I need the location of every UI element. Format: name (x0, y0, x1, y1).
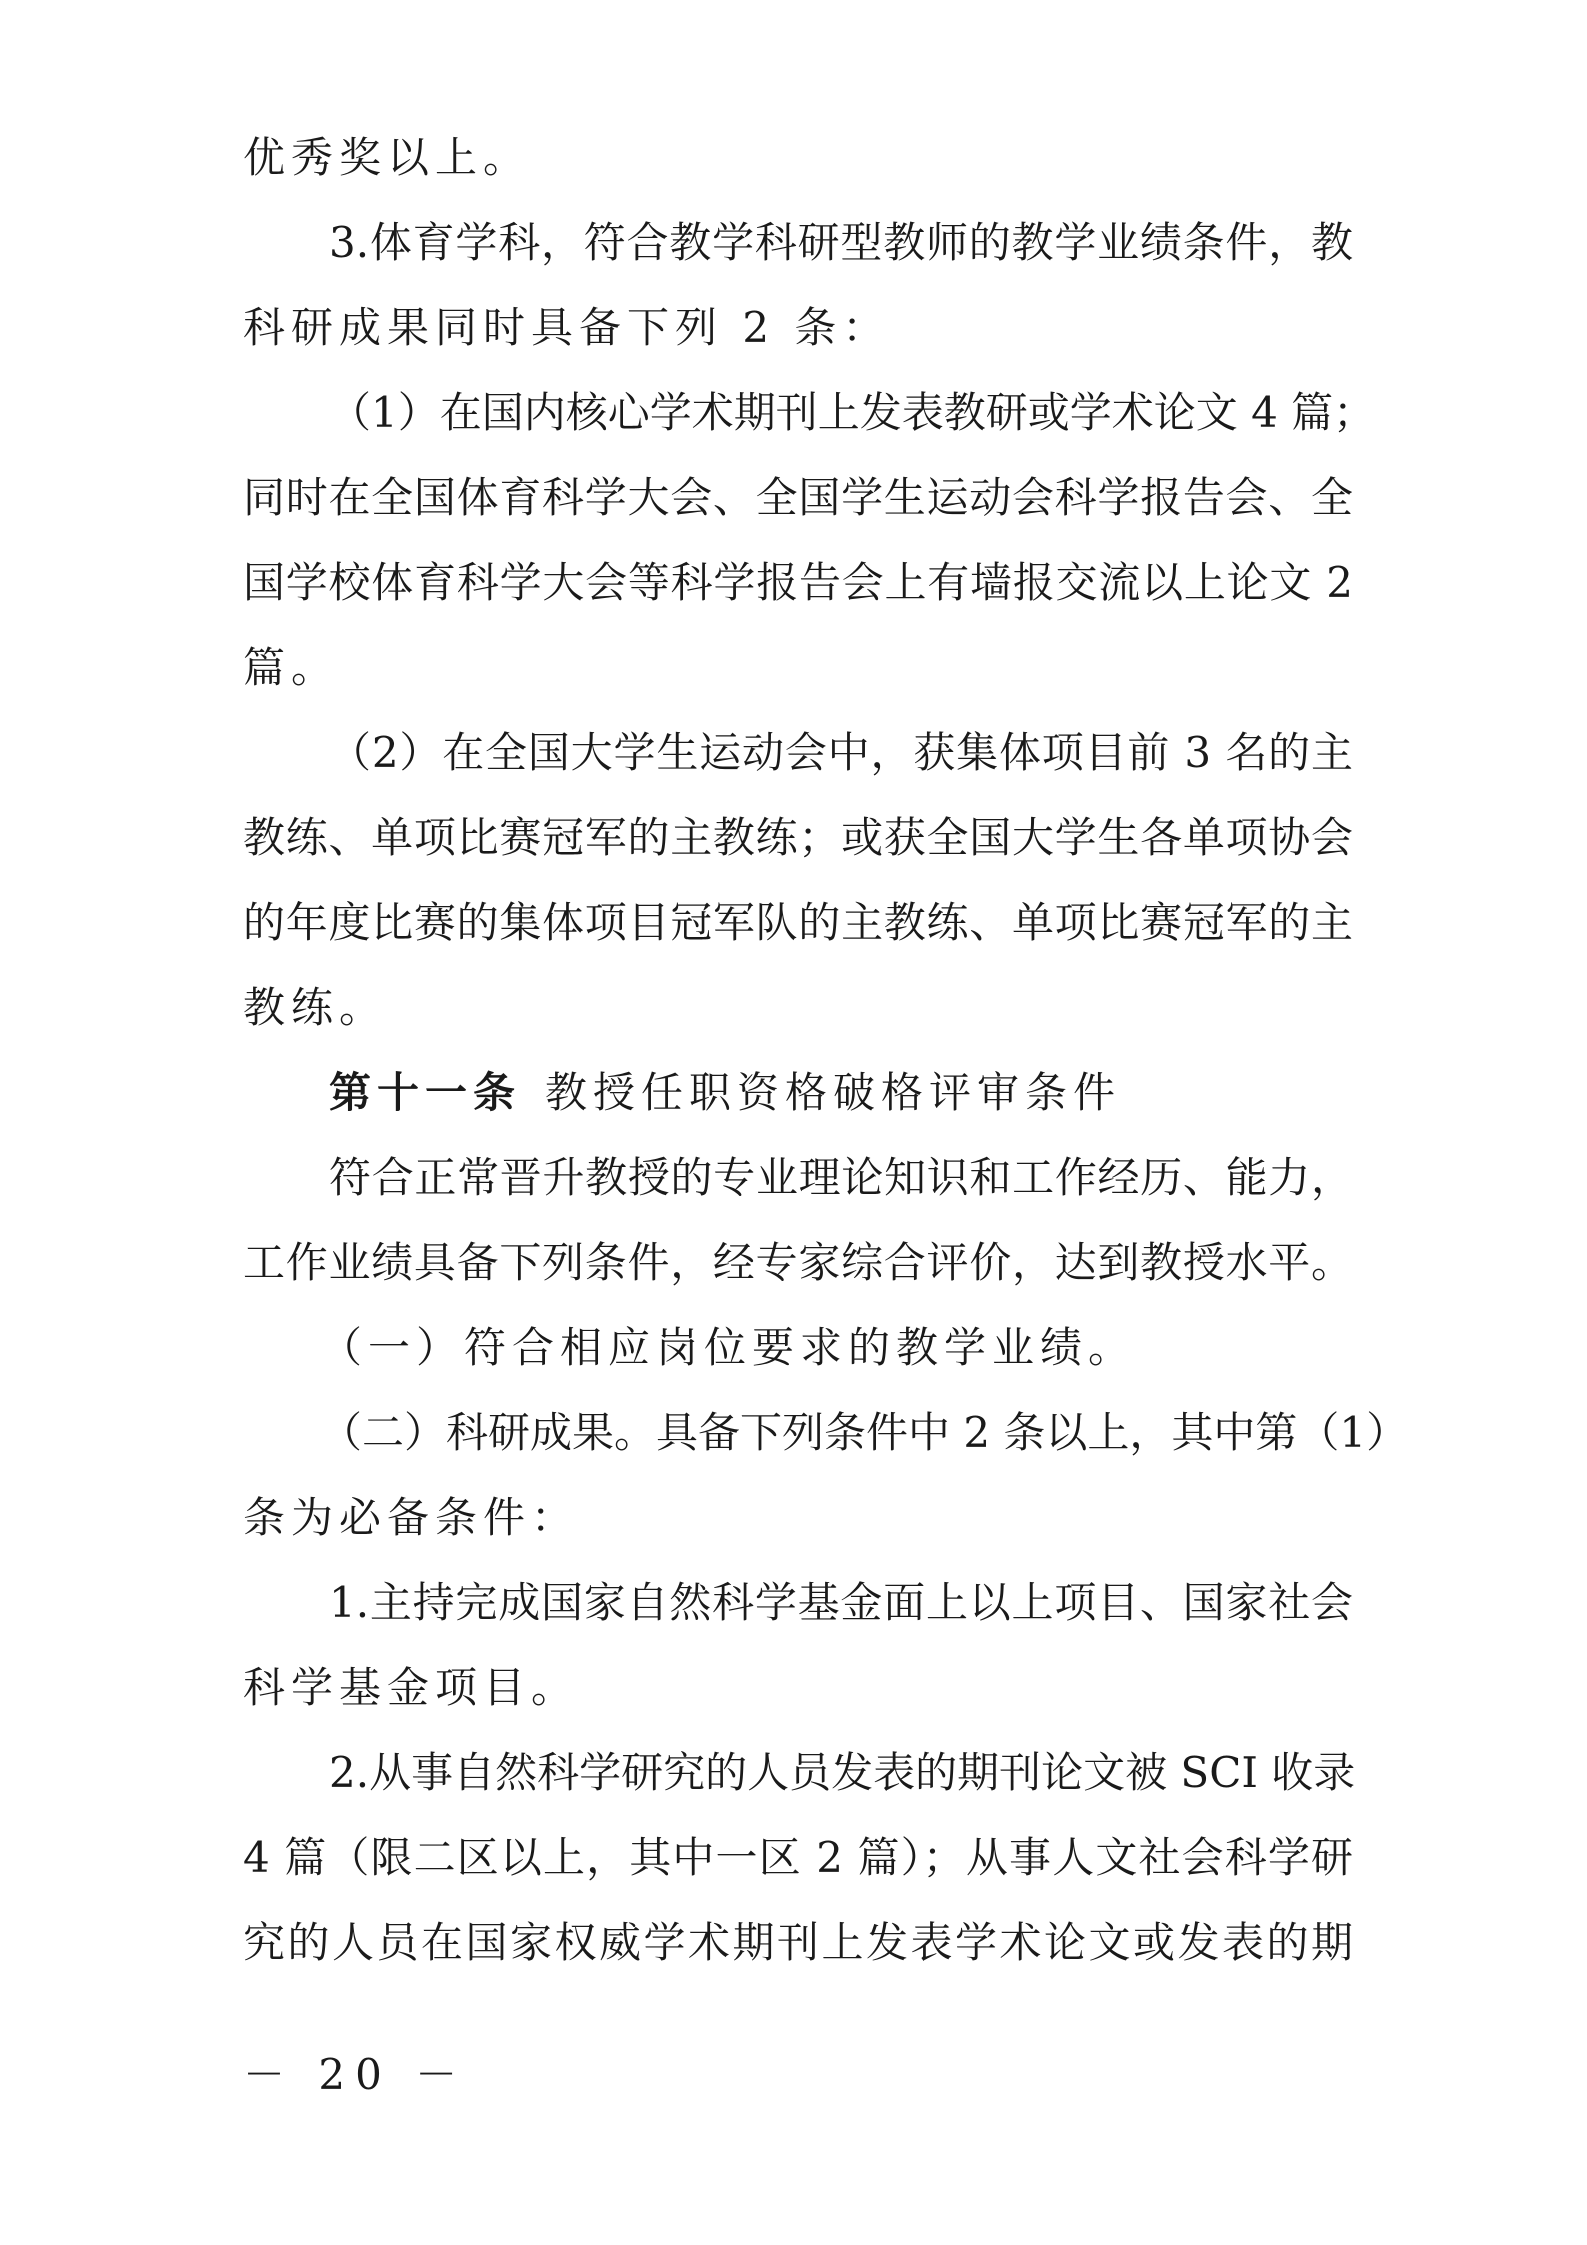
text-line: 同时在全国体育科学大会、全国学生运动会科学报告会、全 (243, 473, 1353, 522)
text-line: （一）符合相应岗位要求的教学业绩。 (320, 1323, 1137, 1372)
text-line: （二）科研成果。具备下列条件中 2 条以上，其中第（1） (320, 1408, 1409, 1457)
article-number: 第十一条 (329, 1068, 522, 1117)
page-number: － 20 － (243, 2050, 468, 2099)
text-line: 科研成果同时具备下列 2 条： (243, 303, 891, 352)
text-line: 究的人员在国家权威学术期刊上发表学术论文或发表的期 (243, 1918, 1353, 1967)
text-line: 篇。 (243, 643, 340, 692)
text-line: 的年度比赛的集体项目冠军队的主教练、单项比赛冠军的主 (243, 898, 1353, 947)
text-line: 科学基金项目。 (243, 1663, 580, 1712)
article-title: 教授任职资格破格评审条件 (545, 1068, 1122, 1117)
text-line: 1.主持完成国家自然科学基金面上以上项目、国家社会 (329, 1578, 1353, 1627)
text-line: （1）在国内核心学术期刊上发表教研或学术论文 4 篇； (329, 388, 1376, 437)
text-line: 3.体育学科，符合教学科研型教师的教学业绩条件，教 (329, 218, 1353, 267)
text-line: 2.从事自然科学研究的人员发表的期刊论文被 SCI 收录 (329, 1748, 1356, 1797)
text-line: （2）在全国大学生运动会中，获集体项目前 3 名的主 (329, 728, 1353, 777)
text-line: 符合正常晋升教授的专业理论知识和工作经历、能力， (329, 1153, 1353, 1202)
text-line: 教练、单项比赛冠军的主教练；或获全国大学生各单项协会 (243, 813, 1353, 862)
text-line: 教练。 (243, 983, 388, 1032)
text-line: 国学校体育科学大会等科学报告会上有墙报交流以上论文 2 (243, 558, 1353, 607)
article-heading-line (329, 1063, 1353, 1123)
text-line: 4 篇（限二区以上，其中一区 2 篇）；从事人文社会科学研 (243, 1833, 1353, 1882)
text-line: 工作业绩具备下列条件，经专家综合评价，达到教授水平。 (243, 1238, 1353, 1287)
text-line: 条为必备条件： (243, 1493, 580, 1542)
text-line: 优秀奖以上。 (243, 133, 532, 182)
